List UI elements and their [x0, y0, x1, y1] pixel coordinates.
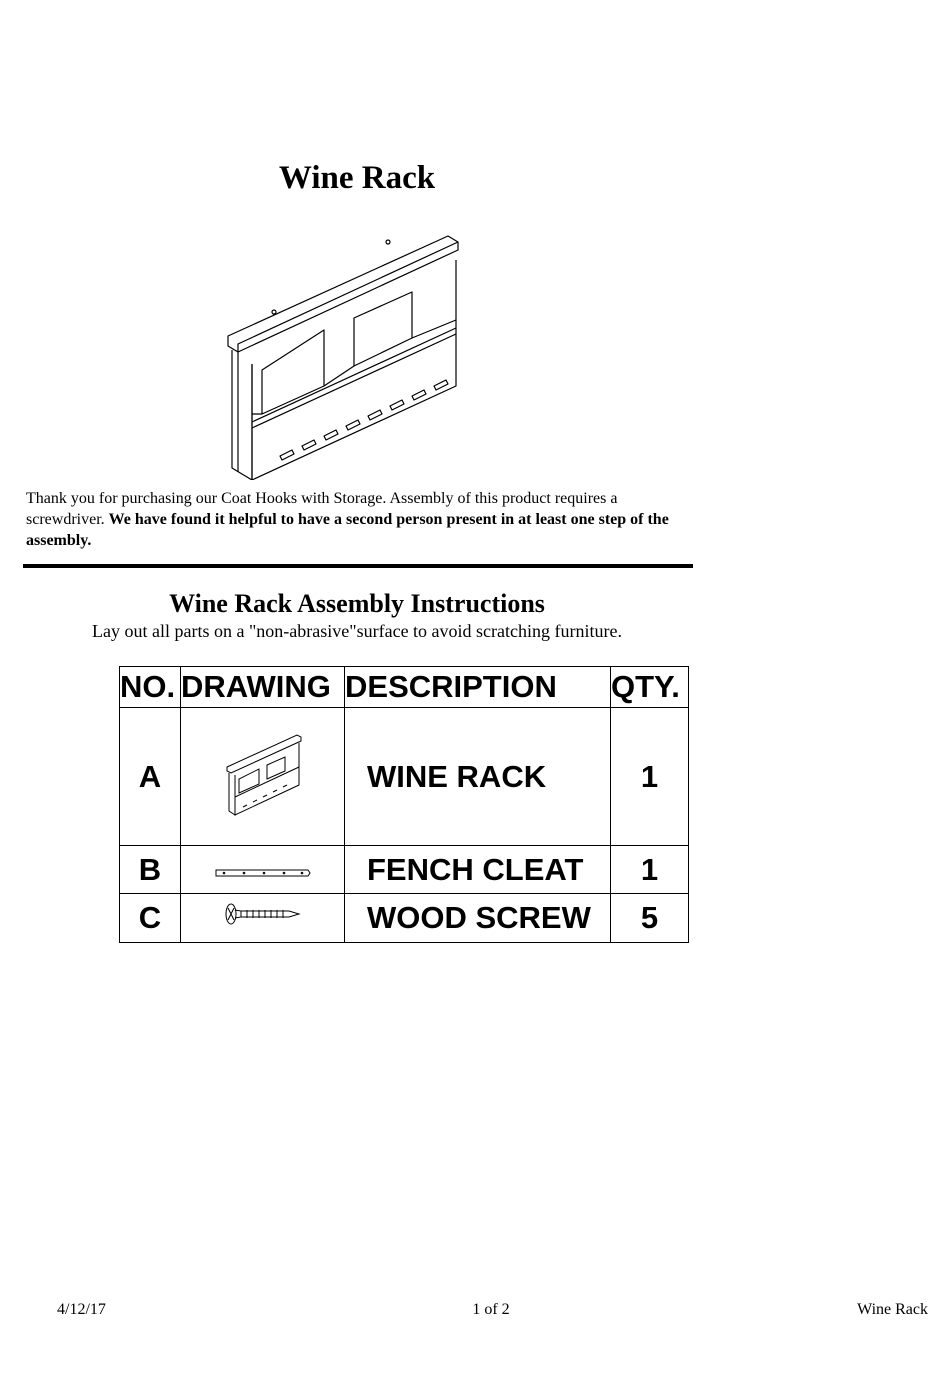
- intro-text: Thank you for purchasing our Coat Hooks with Storage. Assembly of this product requires a screwdriver.: [26, 490, 618, 528]
- header-drawing: DRAWING: [181, 667, 345, 708]
- section-divider: [23, 564, 693, 568]
- part-no: C: [120, 894, 181, 943]
- section-subtitle: Lay out all parts on a "non-abrasive"surface to avoid scratching furniture.: [91, 621, 622, 641]
- table-header-row: [120, 667, 689, 708]
- wine-rack-hero-drawing-icon: [222, 218, 462, 480]
- table-row: [120, 708, 689, 846]
- footer-page-number: 1 of 2: [472, 1301, 510, 1318]
- french-cleat-drawing-icon: [214, 866, 312, 880]
- part-drawing: [181, 894, 345, 943]
- footer-date: 4/12/17: [57, 1301, 106, 1318]
- part-description: WINE RACK: [345, 708, 611, 846]
- footer-document-name: Wine Rack: [857, 1301, 928, 1318]
- intro-paragraph: [26, 488, 686, 551]
- part-drawing: [181, 708, 345, 846]
- part-qty: 1: [611, 708, 689, 846]
- intro-bold-text: We have found it helpful to have a second person present in at least one step of the assembly.: [26, 511, 669, 549]
- part-description: FENCH CLEAT: [345, 846, 611, 894]
- table-row: [120, 894, 689, 943]
- header-description: DESCRIPTION: [345, 667, 611, 708]
- part-no: A: [120, 708, 181, 846]
- part-drawing: [181, 846, 345, 894]
- header-qty: QTY.: [611, 667, 689, 708]
- wine-rack-drawing-icon: [223, 727, 303, 819]
- part-no: B: [120, 846, 181, 894]
- section-title: Wine Rack Assembly Instructions: [169, 589, 545, 618]
- parts-table: [119, 666, 689, 943]
- wood-screw-drawing-icon: [223, 900, 303, 928]
- table-row: [120, 846, 689, 894]
- part-qty: 1: [611, 846, 689, 894]
- part-description: WOOD SCREW: [345, 894, 611, 943]
- header-no: NO.: [120, 667, 181, 708]
- part-qty: 5: [611, 894, 689, 943]
- document-title: Wine Rack: [278, 160, 436, 196]
